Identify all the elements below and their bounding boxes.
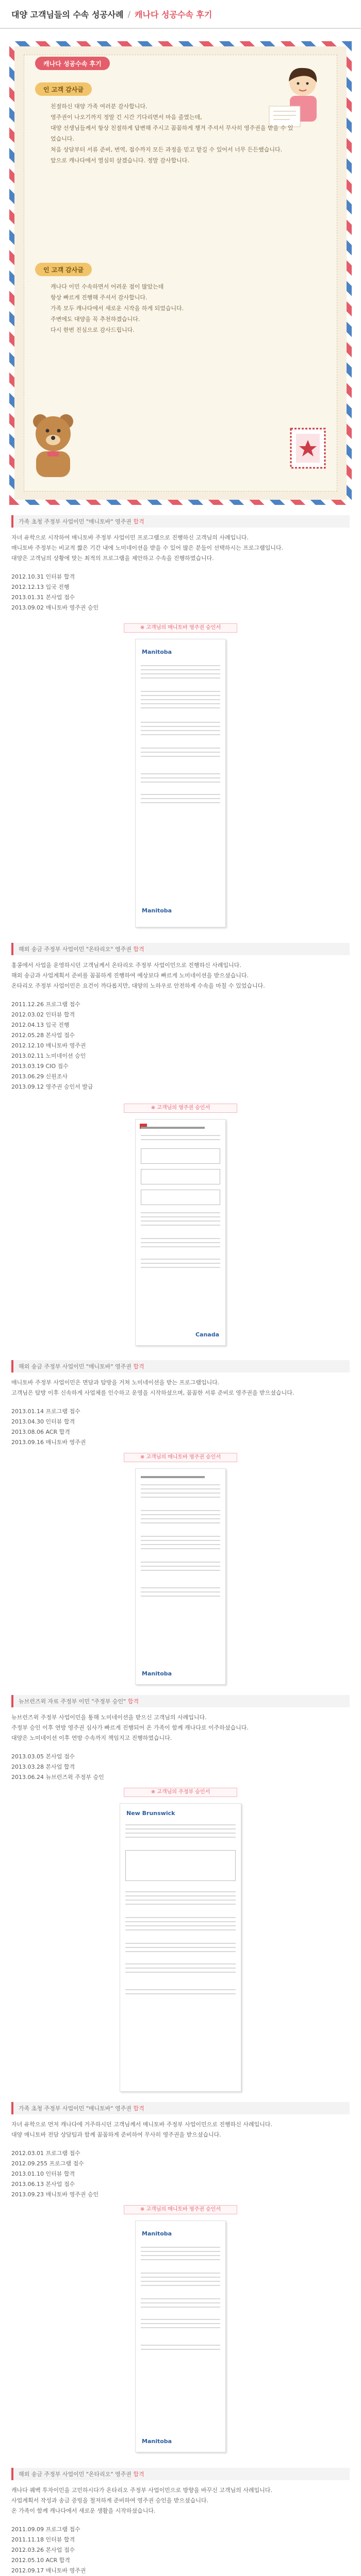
case-header [11, 943, 350, 955]
case-description [11, 2485, 350, 2516]
timeline-entry: 2013.01.31 본사업 접수 [11, 594, 75, 601]
document-caption: ※ 고객님의 매니토바 영주권 승인서 [124, 623, 237, 633]
case-description [11, 1378, 350, 1398]
letter-line: 처음 상담부터 서류 준비, 번역, 접수까지 모든 과정을 믿고 맡길 수 있어서 너무 든든했습니다. [51, 146, 283, 153]
page-subtitle: 캐나다 성공수속 후기 [135, 9, 212, 20]
thank-you-letter [9, 41, 352, 505]
timeline-entry: 2012.03.02 인터뷰 합격 [11, 1011, 75, 1018]
case-section-1 [0, 515, 361, 938]
letter-badge: 캐나다 성공수속 후기 [35, 57, 110, 70]
timeline-entry: 2012.03.26 본사업 접수 [11, 2547, 75, 2553]
timeline-entry: 2012.09.17 매니토바 영주권 [11, 2567, 86, 2574]
case-section-2 [0, 943, 361, 1355]
case-timeline [11, 1752, 104, 1783]
teddy-bear-icon [25, 407, 81, 479]
case-description [11, 960, 350, 991]
timeline-entry: 2013.03.19 CIO 접수 [11, 1063, 69, 1070]
approval-document-image [135, 1119, 226, 1346]
case-text: 대양은 고객님의 상황에 맞는 최적의 프로그램을 제안하고 수속을 진행하였습니다. [11, 555, 214, 562]
letter-paragraph-1 [51, 101, 298, 166]
document-caption: ※ 고객님의 매니토바 영주권 승인서 [124, 1453, 237, 1462]
letter-line: 영주권이 나오기까지 정말 긴 시간 기다리면서 마음 졸였는데, [51, 114, 202, 121]
letter-section-label-2: 인 고객 감사글 [35, 263, 92, 276]
timeline-entry: 2013.09.02 매니토바 영주권 승인 [11, 604, 99, 611]
document-caption: ※ 고객님의 주정부 승인서 [124, 1788, 237, 1797]
timeline-entry: 2012.05.28 본사업 접수 [11, 1032, 75, 1039]
case-title: 뉴브런즈윅 자료 주정부 이민 "주정부 승인" 합격 [19, 1698, 139, 1705]
timeline-entry: 2013.04.30 인터뷰 합격 [11, 1418, 75, 1425]
document-logo: New Brunswick [126, 1810, 175, 1817]
case-text: 자녀 유학으로 먼저 캐나다에 거주하시던 고객님께서 매니토바 주정부 사업이민으로 진행하신 사례입니다. [11, 2121, 273, 2128]
case-description [11, 1713, 350, 1743]
case-text: 사업계획서 작성과 송금 증빙을 철저하게 준비하여 영주권 승인을 받으셨습니다. [11, 2497, 209, 2504]
case-text: 온 가족이 함께 캐나다에서 새로운 생활을 시작하셨습니다. [11, 2507, 156, 2514]
timeline-entry: 2013.03.28 본사업 합격 [11, 1764, 75, 1770]
timeline-entry: 2013.09.23 매니토바 영주권 승인 [11, 2191, 99, 2198]
letter-line: 가족 모두 캐나다에서 새로운 시작을 하게 되었습니다. [51, 305, 184, 312]
timeline-entry: 2013.06.29 신원조사 [11, 1073, 68, 1080]
letter-line: 다시 한번 진심으로 감사드립니다. [51, 327, 135, 333]
document-footer-logo: Manitoba [142, 907, 172, 914]
timeline-entry: 2013.01.10 인터뷰 합격 [11, 2171, 75, 2177]
case-header [11, 1360, 350, 1372]
letter-line: 캐나다 이민 수속하면서 어려운 점이 많았는데 [51, 283, 164, 290]
case-timeline [11, 2524, 93, 2576]
case-timeline [11, 572, 99, 613]
case-text: 자녀 유학으로 시작하여 매니토바 주정부 사업이민 프로그램으로 진행하신 고객님의 사례입니다. [11, 534, 249, 541]
page-header [0, 0, 361, 29]
case-section-3 [0, 1360, 361, 1690]
timeline-entry: 2013.02.11 노미네이션 승인 [11, 1053, 86, 1059]
case-text: 홍콩에서 사업을 운영하시던 고객님께서 온타리오 주정부 사업이민으로 진행하신 사례입니다. [11, 962, 241, 969]
document-footer-logo: Manitoba [142, 2438, 172, 2445]
case-header [11, 1695, 350, 1707]
letter-line: 주변에도 대양을 꼭 추천하겠습니다. [51, 316, 140, 323]
case-text: 캐나다 퀘벡 투자이민을 고민하시다가 온타리오 주정부 사업이민으로 방향을 바꾸신 고객님의 사례입니다. [11, 2487, 273, 2494]
case-text: 해외 송금과 사업계획서 준비를 꼼꼼하게 진행하여 예상보다 빠르게 노미네이션을 받으셨습니다. [11, 972, 249, 979]
document-logo: Manitoba [142, 2230, 172, 2237]
case-description [11, 2120, 350, 2140]
letter-paragraph-2 [51, 281, 298, 335]
case-section-5 [0, 2102, 361, 2463]
case-text: 매니토바 주정부는 비교적 짧은 기간 내에 노미네이션을 받을 수 있어 많은 분들이 선택하시는 프로그램입니다. [11, 545, 284, 551]
document-footer-logo: Manitoba [142, 1670, 172, 1677]
timeline-entry: 2012.05.10 ACR 합격 [11, 2557, 70, 2564]
timeline-entry: 2013.09.12 영주권 승인서 발급 [11, 1083, 93, 1090]
timeline-entry: 2011.12.26 프로그램 접수 [11, 1001, 80, 1008]
approval-document-image [135, 1468, 226, 1685]
case-timeline [11, 2148, 99, 2200]
approval-document-image [120, 1803, 241, 2092]
case-text: 매니토바 주정부 사업이민은 면담과 탐방을 거쳐 노미네이션을 받는 프로그램입니다. [11, 1379, 220, 1386]
case-header [11, 2102, 350, 2114]
case-text: 온타리오 주정부 사업이민은 요건이 까다롭지만, 대양의 노하우로 안전하게 수속을 마칠 수 있었습니다. [11, 982, 265, 989]
timeline-entry: 2012.09.255 프로그램 접수 [11, 2160, 84, 2167]
case-text: 뉴브런즈윅 주정부 사업이민을 통해 노미네이션을 받으신 고객님의 사례입니다. [11, 1714, 207, 1721]
letter-line: 친절하신 대양 가족 여러분 감사합니다. [51, 103, 147, 110]
case-title: 해외 송금 주정부 사업이민 "온타리오" 영주권 합격 [19, 946, 144, 953]
timeline-entry: 2012.03.01 프로그램 접수 [11, 2150, 80, 2157]
letter-line: 항상 빠르게 진행해 주셔서 감사합니다. [51, 294, 147, 301]
letter-line: 대양 선생님들께서 항상 친절하게 답변해 주시고 꼼꼼하게 챙겨 주셔서 무사히 영주권을 받을 수 있었습니다. [51, 125, 293, 142]
case-text: 대양은 노미네이션 이후 연방 수속까지 책임지고 진행하였습니다. [11, 1735, 172, 1741]
document-caption: ※ 고객님의 영주권 승인서 [124, 1104, 237, 1113]
case-timeline [11, 1406, 86, 1448]
timeline-entry: 2013.06.13 본사업 접수 [11, 2181, 75, 2188]
case-title: 가족 초청 주정부 사업이민 "매니토바" 영주권 합격 [19, 518, 144, 525]
timeline-entry: 2012.12.10 매니토바 영주권 [11, 1042, 86, 1049]
case-text: 주정부 승인 이후 연방 영주권 심사가 빠르게 진행되어 온 가족이 함께 캐나다로 이주하셨습니다. [11, 1724, 249, 1731]
case-text: 대양 매니토바 전담 상담팀과 함께 꼼꼼하게 준비하여 무사히 영주권을 받으셨습니다. [11, 2131, 221, 2138]
case-section-6 [0, 2468, 361, 2576]
timeline-entry: 2013.08.06 ACR 합격 [11, 1429, 70, 1435]
timeline-entry: 2012.04.13 입국 진행 [11, 1022, 70, 1028]
document-caption: ※ 고객님의 매니토바 영주권 승인서 [124, 2205, 237, 2214]
postage-stamp-icon [290, 428, 326, 469]
timeline-entry: 2012.10.31 인터뷰 합격 [11, 573, 75, 580]
timeline-entry: 2011.09.09 프로그램 접수 [11, 2526, 80, 2533]
timeline-entry: 2011.11.18 인터뷰 합격 [11, 2536, 75, 2543]
timeline-entry: 2013.09.16 매니토바 영주권 [11, 1439, 86, 1446]
case-header [11, 2468, 350, 2480]
title-separator: / [127, 9, 131, 19]
case-title: 해외 송금 주정부 사업이민 "매니토바" 영주권 합격 [19, 1363, 144, 1370]
case-timeline [11, 999, 93, 1092]
document-footer-logo: Canada [195, 1331, 219, 1338]
case-text: 고객님은 탐방 이후 신속하게 사업체를 인수하고 운영을 시작하셨으며, 꼼꼼한 서류 준비로 영주권을 받으셨습니다. [11, 1389, 294, 1396]
case-section-4 [0, 1695, 361, 2097]
case-title: 해외 송금 주정부 사업이민 "온타리오" 영주권 합격 [19, 2471, 144, 2478]
timeline-entry: 2013.01.14 프로그램 접수 [11, 1408, 80, 1415]
timeline-entry: 2013.06.24 뉴브런즈윅 주정부 승인 [11, 1774, 104, 1781]
case-description [11, 533, 350, 564]
case-title: 가족 초청 주정부 사업이민 "매니토바" 영주권 합격 [19, 2105, 144, 2112]
letter-line: 앞으로 캐나다에서 열심히 살겠습니다. 정말 감사합니다. [51, 157, 189, 164]
approval-document-image [135, 2221, 226, 2452]
letter-section-label-1: 인 고객 감사글 [35, 82, 92, 96]
case-header [11, 515, 350, 528]
approval-document-image [135, 639, 226, 927]
timeline-entry: 2012.12.13 입국 진행 [11, 584, 70, 590]
timeline-entry: 2013.03.05 본사업 접수 [11, 1753, 75, 1760]
document-logo: Manitoba [142, 649, 172, 655]
page-title: 대양 고객님들의 수속 성공사례 [11, 9, 124, 20]
